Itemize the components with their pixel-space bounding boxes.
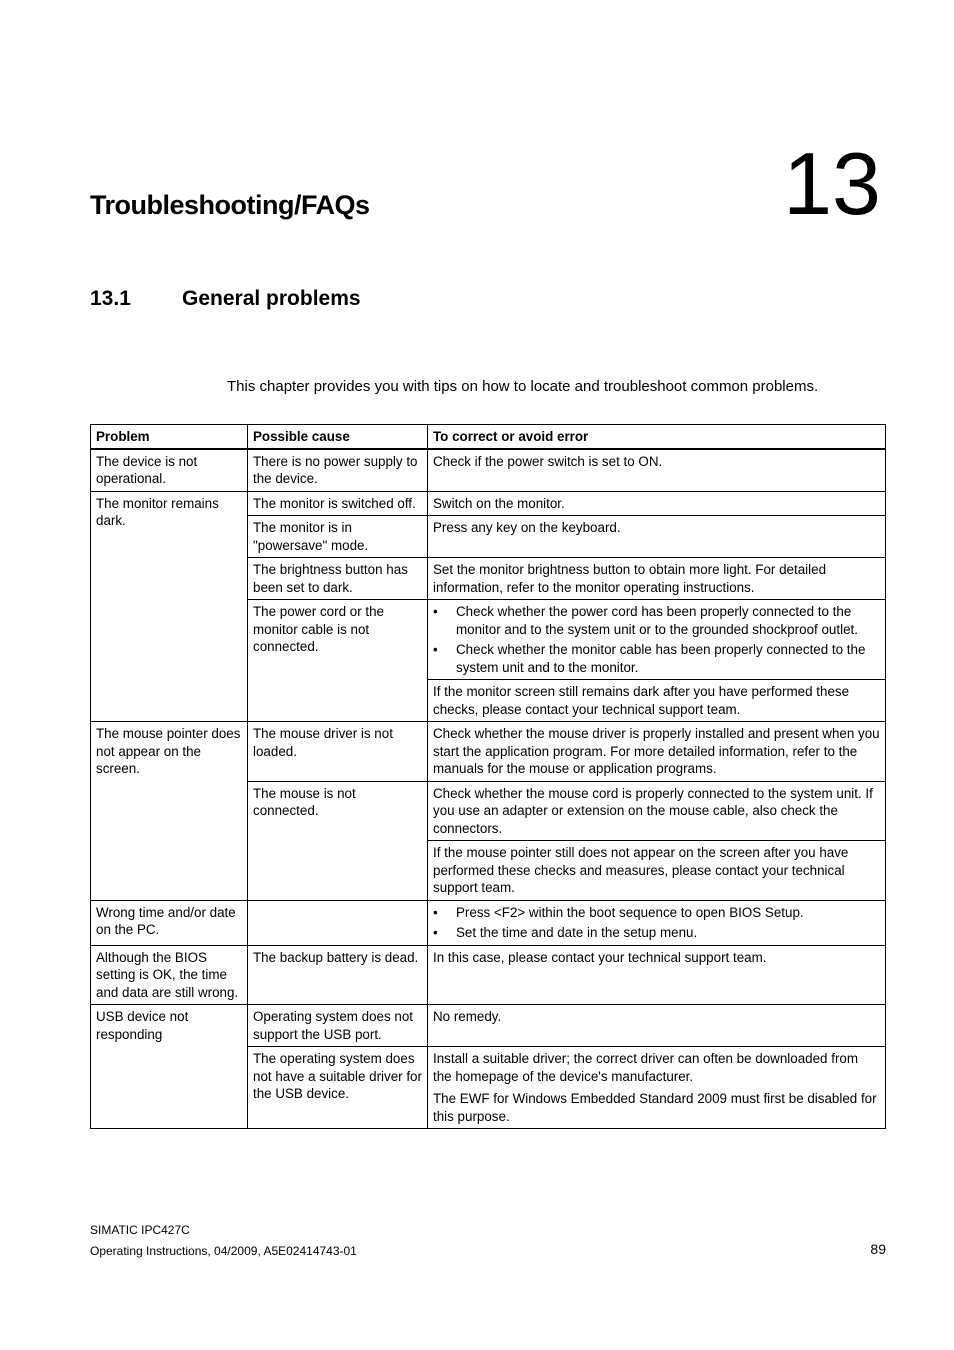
fix-cell: If the mouse pointer still does not appear on the screen after you have performed these checks and measures, please contact your technical support team. [428,841,886,901]
cause-cell: The monitor is in "powersave" mode. [248,516,428,558]
troubleshooting-table [90,424,886,1129]
problem-cell: Although the BIOS setting is OK, the time and data are still wrong. [91,945,248,1005]
table-row [91,491,886,516]
section-number: 13.1 [90,287,131,310]
problem-cell: The monitor remains dark. [91,491,248,722]
table-row [91,1005,886,1047]
fix-cell: Press any key on the keyboard. [428,516,886,558]
table-row [91,945,886,1005]
header-problem: Problem [91,425,248,449]
table-header-row [91,425,886,449]
problem-cell: USB device not responding [91,1005,248,1129]
footer-document-info: Operating Instructions, 04/2009, A5E02414743-01 [90,1244,357,1258]
fix-cell [428,600,886,680]
cause-cell: The operating system does not have a suitable driver for the USB device. [248,1047,428,1129]
cause-cell: The mouse driver is not loaded. [248,722,428,782]
cause-cell: There is no power supply to the device. [248,449,428,492]
fix-bullet-list [433,603,880,676]
cause-cell [248,900,428,945]
problem-cell: Wrong time and/or date on the PC. [91,900,248,945]
section-heading [90,287,361,311]
page-number: 89 [870,1241,886,1257]
fix-cell: Set the monitor brightness button to obtain more light. For detailed information, refer to the monitor operating instructions. [428,558,886,600]
fix-cell: Check if the power switch is set to ON. [428,449,886,492]
fix-bullet: • Press <F2> within the boot sequence to open BIOS Setup. [433,904,880,922]
fix-cell: If the monitor screen still remains dark after you have performed these checks, please contact your technical support team. [428,680,886,722]
fix-bullet-list [433,904,880,942]
problem-cell: The device is not operational. [91,449,248,492]
table-row [91,722,886,782]
section-title: General problems [182,287,361,310]
problem-cell: The mouse pointer does not appear on the screen. [91,722,248,901]
cause-cell: The mouse is not connected. [248,781,428,900]
fix-bullet: • Check whether the power cord has been properly connected to the monitor and to the system unit or to the grounded shockproof outlet. [433,603,880,638]
fix-cell: No remedy. [428,1005,886,1047]
fix-cell [428,1047,886,1129]
fix-bullet: • Set the time and date in the setup menu. [433,924,880,942]
fix-bullet: • Check whether the monitor cable has been properly connected to the system unit and to the monitor. [433,641,880,676]
cause-cell: The monitor is switched off. [248,491,428,516]
cause-cell: Operating system does not support the USB port. [248,1005,428,1047]
cause-cell: The power cord or the monitor cable is not connected. [248,600,428,722]
fix-cell: In this case, please contact your technical support team. [428,945,886,1005]
chapter-title: Troubleshooting/FAQs [90,190,370,220]
fix-cell: Switch on the monitor. [428,491,886,516]
intro-paragraph: This chapter provides you with tips on how to locate and troubleshoot common problems. [227,378,819,395]
header-correction: To correct or avoid error [428,425,886,449]
chapter-number: 13 [783,134,881,233]
table-row [91,900,886,945]
fix-cell: Check whether the mouse cord is properly connected to the system unit. If you use an adapter or extension on the mouse cable, also check the connectors. [428,781,886,841]
cause-cell: The backup battery is dead. [248,945,428,1005]
table-row [91,449,886,492]
fix-cell [428,900,886,945]
header-possible-cause: Possible cause [248,425,428,449]
fix-paragraph: The EWF for Windows Embedded Standard 2009 must first be disabled for this purpose. [433,1091,877,1124]
fix-cell: Check whether the mouse driver is properly installed and present when you start the application program. For more detailed information, refer to the manuals for the mouse or application programs. [428,722,886,782]
footer-product: SIMATIC IPC427C [90,1223,190,1237]
cause-cell: The brightness button has been set to dark. [248,558,428,600]
fix-paragraph: Install a suitable driver; the correct driver can often be downloaded from the homepage of the device's manufacturer. [433,1051,859,1084]
